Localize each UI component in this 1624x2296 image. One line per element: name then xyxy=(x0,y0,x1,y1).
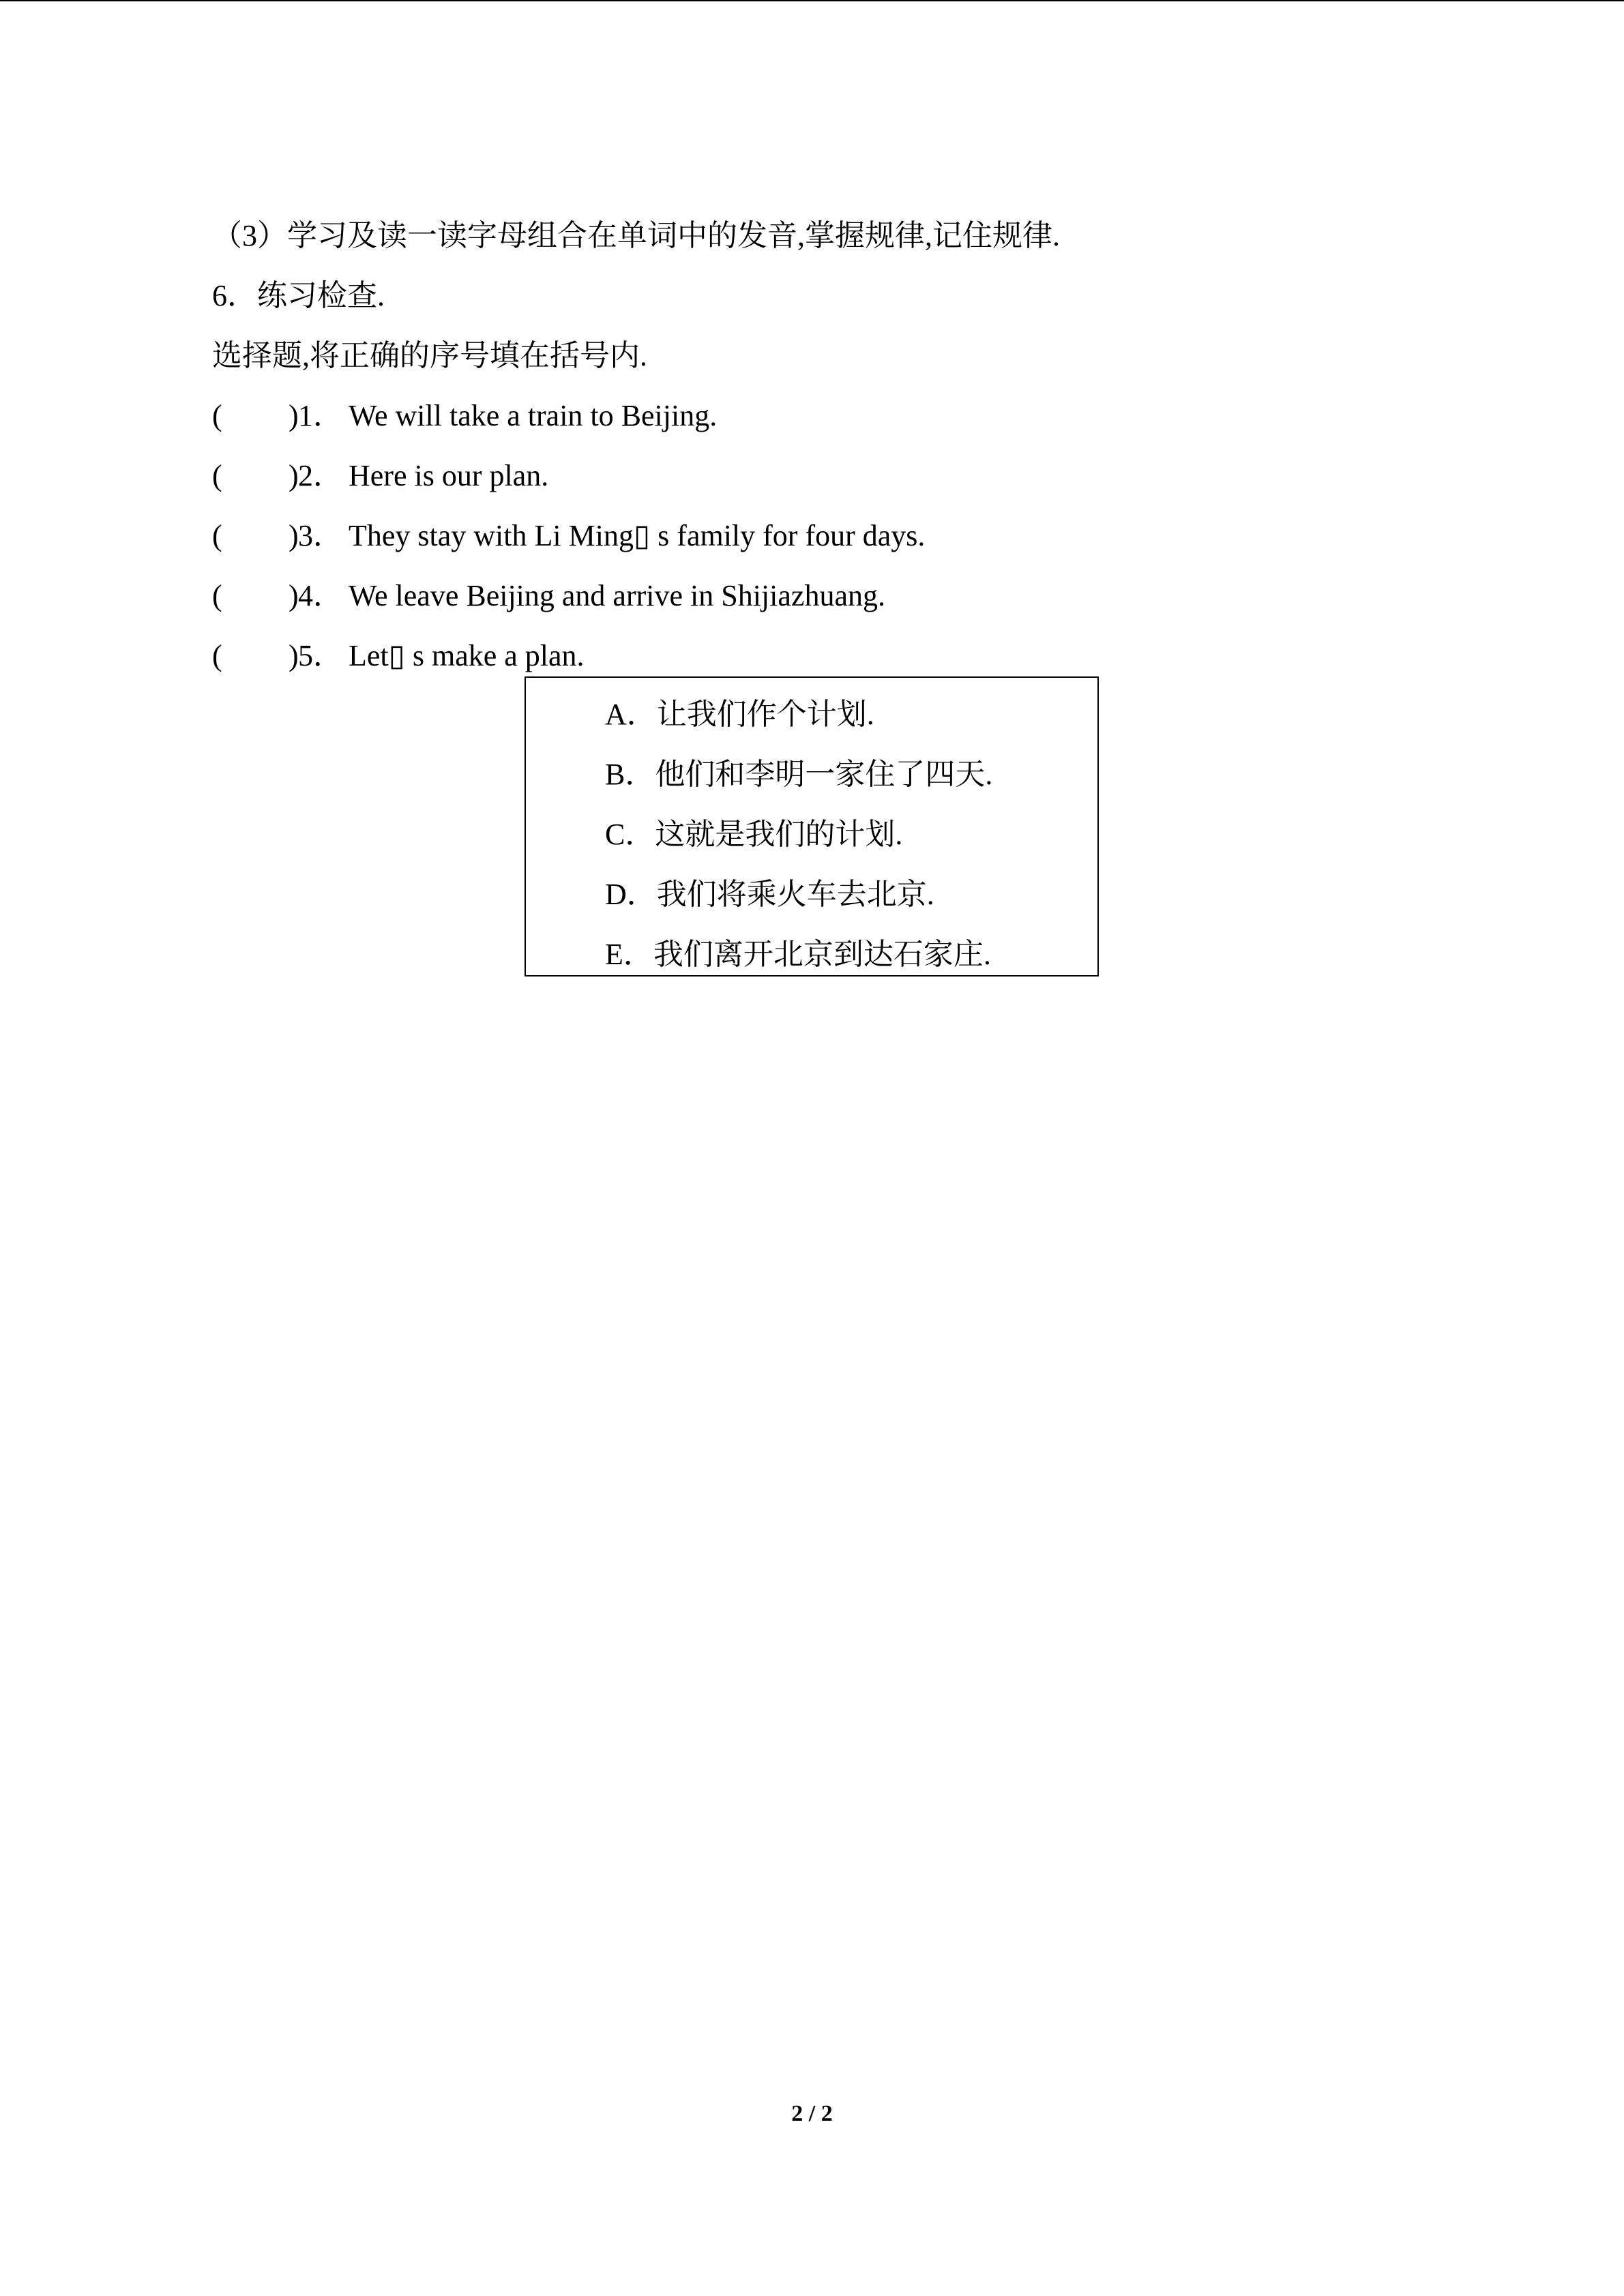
top-border xyxy=(0,0,1624,1)
option-e: E．我们离开北京到达石家庄. xyxy=(605,938,991,971)
question-number: 2． xyxy=(298,459,343,492)
option-d: D．我们将乘火车去北京. xyxy=(605,878,934,911)
option-a: A．让我们作个计划. xyxy=(605,698,874,731)
answer-blank-open: ( xyxy=(212,639,222,672)
question-text: We leave Beijing and arrive in Shijiazhuang. xyxy=(349,579,885,612)
question-text: We will take a train to Beijing. xyxy=(349,399,718,432)
option-c: C．这就是我们的计划. xyxy=(605,818,903,851)
step-3-text: （3）学习及读一读字母组合在单词中的发音,掌握规律,记住规律. xyxy=(212,219,1060,252)
answer-blank-open: ( xyxy=(212,579,222,612)
answer-blank-close: ) xyxy=(289,639,299,672)
question-number: 4． xyxy=(298,579,343,612)
question-number: 1． xyxy=(298,399,343,432)
answer-blank-open: ( xyxy=(212,519,222,552)
question-row xyxy=(212,636,585,840)
answer-blank-close: ) xyxy=(289,399,299,432)
answer-blank-open: ( xyxy=(212,459,222,492)
question-text: Let▯ s make a plan. xyxy=(349,639,585,672)
answer-blank-open: ( xyxy=(212,399,222,432)
question-number: 3． xyxy=(298,519,343,552)
instruction-text: 选择题,将正确的序号填在括号内. xyxy=(212,339,647,372)
answer-options-box xyxy=(525,676,1099,976)
answer-blank-close: ) xyxy=(289,519,299,552)
question-number: 5． xyxy=(298,639,343,672)
question-text: They stay with Li Ming▯ s family for four days. xyxy=(349,519,926,552)
option-b: B．他们和李明一家住了四天. xyxy=(605,758,993,791)
section-6-heading: 6．练习检查. xyxy=(212,279,385,312)
answer-blank-close: ) xyxy=(289,579,299,612)
answer-blank-close: ) xyxy=(289,459,299,492)
page-number: 2 / 2 xyxy=(791,2101,833,2126)
question-text: Here is our plan. xyxy=(349,459,549,492)
